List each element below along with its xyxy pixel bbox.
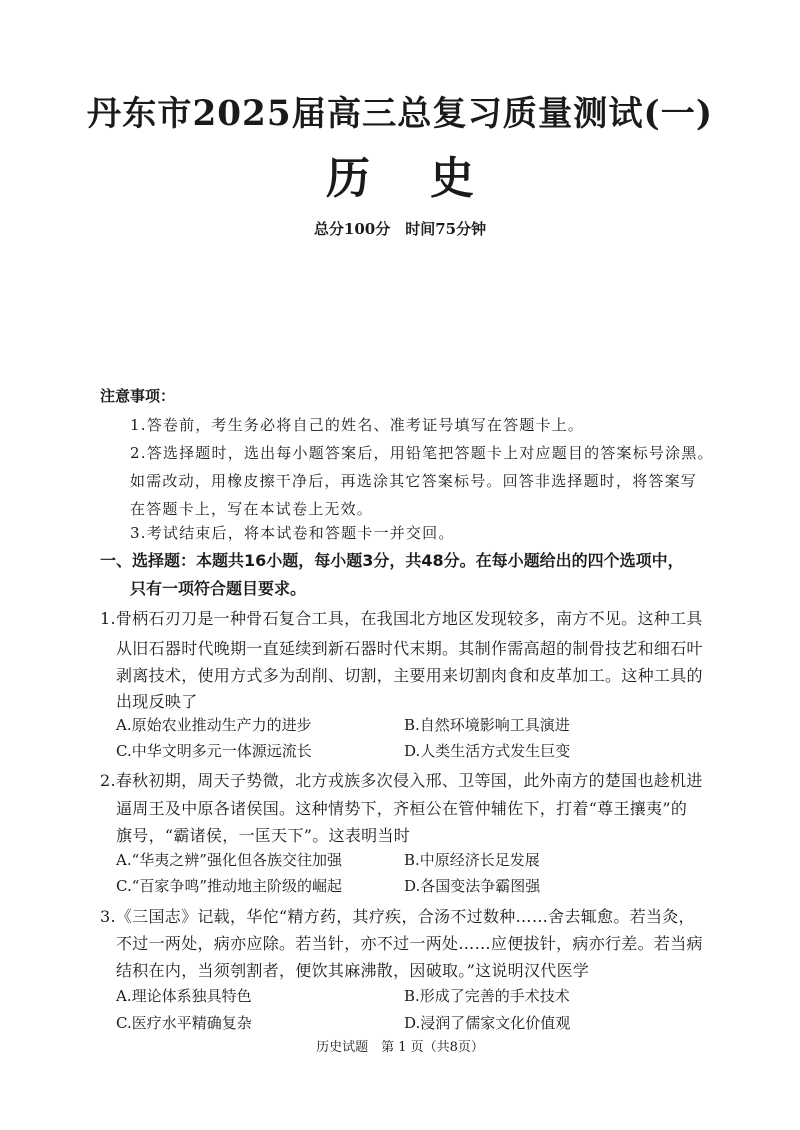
question-1-line: 出现反映了 [116, 692, 198, 711]
question-1-option-d: D.人类生活方式发生巨变 [404, 742, 571, 760]
question-1-line: 从旧石器时代晚期一直延续到新石器时代末期。其制作需高超的制骨技艺和细石叶 [116, 639, 703, 658]
question-2-option-c: C.“百家争鸣”推动地主阶级的崛起 [116, 877, 343, 895]
question-3-option-d: D.浸润了儒家文化价值观 [404, 1014, 571, 1032]
question-1-line: 剥离技术，使用方式多为刮削、切割，主要用来切割肉食和皮革加工。这种工具的 [116, 666, 703, 685]
question-2-option-b: B.中原经济长足发展 [404, 851, 540, 869]
notice-line: 在答题卡上，写在本试卷上无效。 [130, 500, 374, 518]
question-2-line: 旗号，“霸诸侯，一匡天下”。这表明当时 [116, 826, 411, 845]
question-1-line: 1.骨柄石刃刀是一种骨石复合工具，在我国北方地区发现较多，南方不见。这种工具 [100, 609, 703, 628]
question-1-option-a: A.原始农业推动生产力的进步 [116, 716, 312, 734]
subject-char-2: 史 [430, 153, 474, 204]
exam-title: 丹东市2025届高三总复习质量测试(一) [86, 94, 714, 134]
subject-char-1: 历 [326, 153, 370, 204]
question-3-line: 3.《三国志》记载，华佗“精方药，其疗疾，合汤不过数种……舍去辄愈。若当灸， [100, 907, 695, 926]
question-3-option-b: B.形成了完善的手术技术 [404, 987, 570, 1005]
notice-line: 1.答卷前，考生务必将自己的姓名、准考证号填写在答题卡上。 [130, 416, 585, 434]
question-1-option-b: B.自然环境影响工具演进 [404, 716, 570, 734]
section-subtitle: 只有一项符合题目要求。 [130, 579, 307, 598]
notice-heading: 注意事项： [100, 387, 176, 405]
question-3-line: 不过一两处，病亦应除。若当针，亦不过一两处……应便拔针，病亦行差。若当病 [116, 934, 703, 953]
notice-line: 如需改动，用橡皮擦干净后，再选涂其它答案标号。回答非选择题时，将答案写 [130, 472, 698, 490]
notice-line: 3.考试结束后，将本试卷和答题卡一并交回。 [130, 524, 455, 542]
question-3-line: 结积在内，当须刳割者，便饮其麻沸散，因破取。”这说明汉代医学 [116, 961, 590, 980]
score-time: 总分100分 时间75分钟 [313, 220, 487, 238]
page-footer: 历史试题 第 1 页（共8页） [316, 1040, 484, 1055]
subject-title [0, 142, 800, 206]
question-3-option-a: A.理论体系独具特色 [116, 987, 252, 1005]
section-title: 一、选择题：本题共16小题，每小题3分，共48分。在每小题给出的四个选项中， [100, 551, 684, 570]
question-3-option-c: C.医疗水平精确复杂 [116, 1014, 252, 1032]
question-2-option-d: D.各国变法争霸图强 [404, 877, 541, 895]
notice-line: 2.答选择题时，选出每小题答案后，用铅笔把答题卡上对应题目的答案标号涂黑。 [130, 444, 714, 462]
question-2-line: 2.春秋初期，周天子势微，北方戎族多次侵入邢、卫等国，此外南方的楚国也趁机进 [100, 771, 703, 790]
question-2-line: 逼周王及中原各诸侯国。这种情势下，齐桓公在管仲辅佐下，打着“尊王攘夷”的 [116, 799, 688, 818]
question-1-option-c: C.中华文明多元一体源远流长 [116, 742, 312, 760]
question-2-option-a: A.“华夷之辨”强化但各族交往加强 [116, 851, 342, 869]
